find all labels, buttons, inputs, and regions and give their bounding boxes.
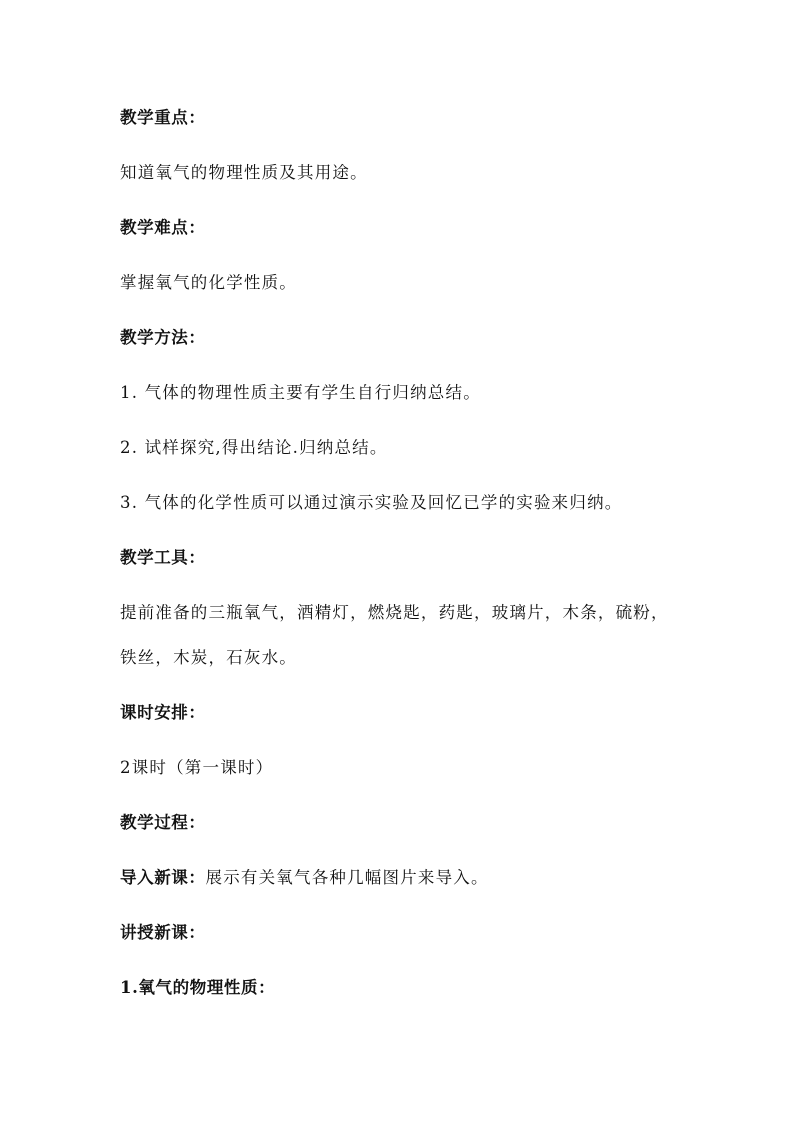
heading-teaching-focus: 教学重点： <box>120 108 206 127</box>
introduction-label: 导入新课： <box>120 868 206 887</box>
heading-new-lesson: 讲授新课： <box>120 923 206 942</box>
heading-teaching-process: 教学过程： <box>120 813 206 832</box>
introduction-paragraph <box>120 868 489 888</box>
heading-teaching-tools: 教学工具： <box>120 548 206 567</box>
section-oxygen-physical-properties: 1.氧气的物理性质： <box>120 978 276 997</box>
heading-teaching-method: 教学方法： <box>120 328 206 347</box>
method-item-3: 3. 气体的化学性质可以通过演示实验及回忆已学的实验来归纳。 <box>120 493 623 512</box>
method-item-1: 1. 气体的物理性质主要有学生自行归纳总结。 <box>120 383 481 402</box>
teaching-tools-line-1: 提前准备的三瓶氧气，酒精灯，燃烧匙，药匙，玻璃片，木条，硫粉， <box>120 603 669 622</box>
teaching-difficulty-text: 掌握氧气的化学性质。 <box>120 273 297 292</box>
lesson-schedule-text: 2课时（第一课时） <box>120 758 274 777</box>
heading-teaching-difficulty: 教学难点： <box>120 218 206 237</box>
heading-lesson-schedule: 课时安排： <box>120 703 206 722</box>
introduction-text: 展示有关氧气各种几幅图片来导入。 <box>205 868 489 887</box>
teaching-tools-line-2: 铁丝，木炭，石灰水。 <box>120 648 297 667</box>
teaching-focus-text: 知道氧气的物理性质及其用途。 <box>120 163 368 182</box>
method-item-2: 2. 试样探究,得出结论.归纳总结。 <box>120 438 388 457</box>
